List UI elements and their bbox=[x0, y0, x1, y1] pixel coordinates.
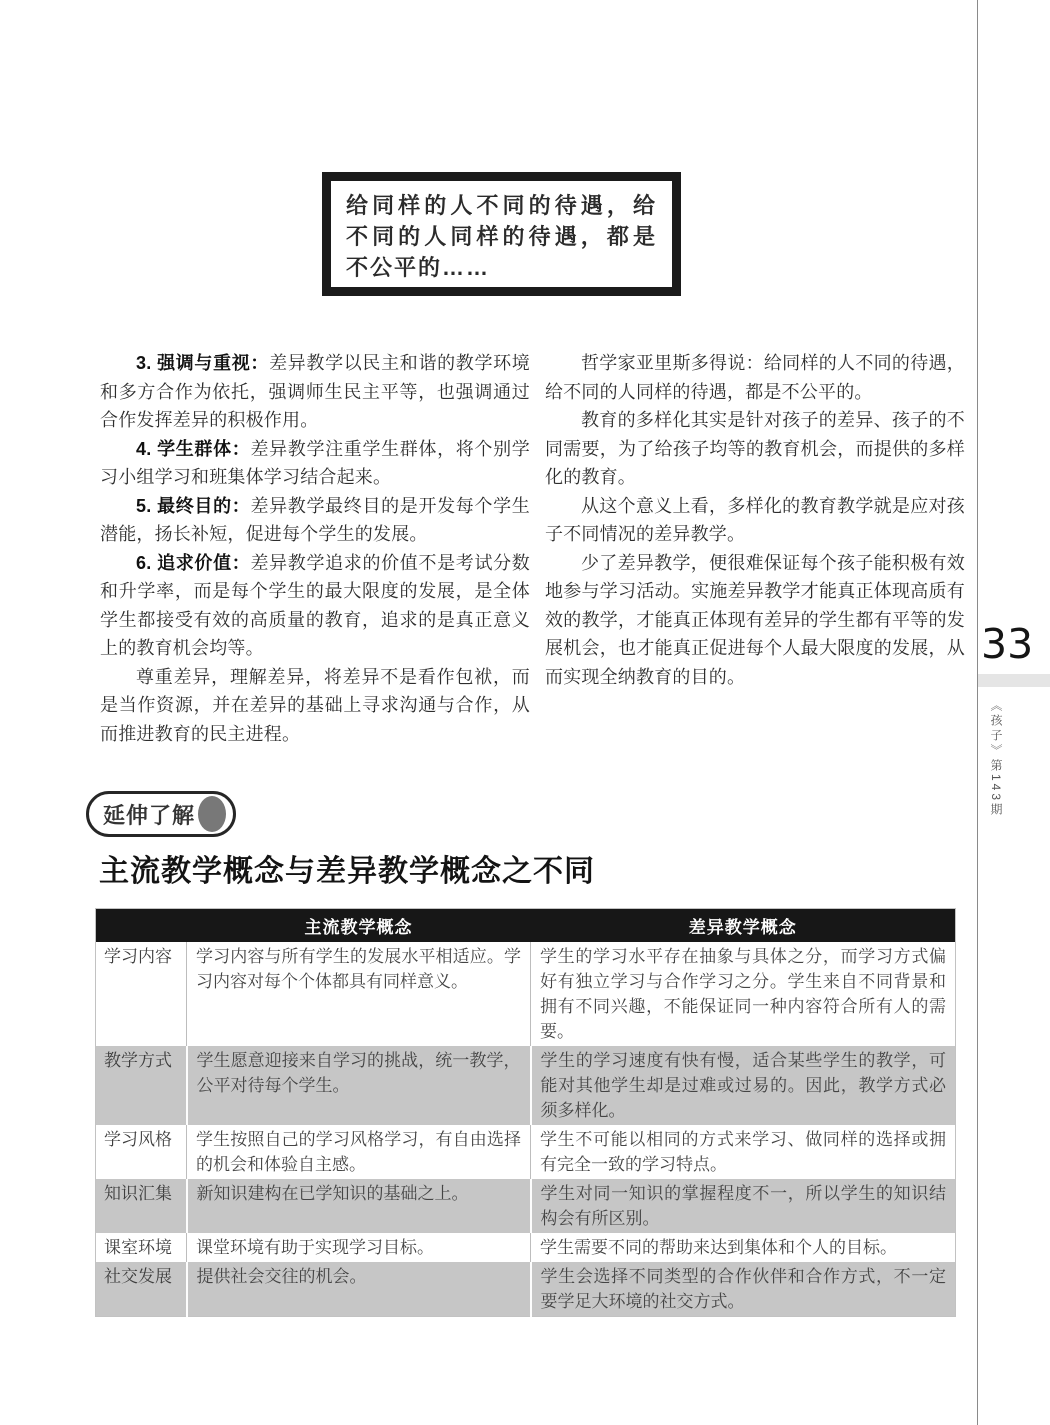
paragraph-body: 教育的多样化其实是针对孩子的差异、孩子的不同需要，为了给孩子均等的教育机会，而提供的多样化的教育。 bbox=[545, 410, 965, 487]
paragraph bbox=[545, 349, 965, 406]
row-label-cell: 社交发展 bbox=[104, 1267, 172, 1286]
article-right-column bbox=[545, 349, 965, 691]
paragraph bbox=[545, 492, 965, 549]
quote-box bbox=[322, 172, 681, 296]
paragraph-body: 哲学家亚里斯多得说：给同样的人不同的待遇，给不同的人同样的待遇，都是不公平的。 bbox=[545, 353, 965, 402]
paragraph bbox=[100, 549, 530, 663]
paragraph bbox=[100, 663, 530, 749]
paragraph-body: 少了差异教学，便很难保证每个孩子能积极有效地参与学习活动。实施差异教学才能真正体现高质有效的教学，才能真正体现有差异的学生都有平等的发展机会，也才能真正促进每个人最大限度的发展，从而实现全纳教育的目的。 bbox=[545, 552, 965, 687]
table-row bbox=[96, 1125, 956, 1179]
differentiated-cell: 学生的学习速度有快有慢，适合某些学生的教学，可能对其他学生却是过难或过易的。因此，教学方式必须多样化。 bbox=[531, 1046, 956, 1125]
row-label-cell: 学习风格 bbox=[104, 1130, 172, 1149]
journal-spine-text: 《孩子》第143期 bbox=[989, 699, 1003, 819]
row-label-cell: 课室环境 bbox=[104, 1238, 172, 1257]
column-header-differentiated: 差异教学概念 bbox=[531, 909, 956, 943]
comparison-table bbox=[95, 908, 956, 1317]
table-header-row bbox=[96, 909, 956, 943]
paragraph-body: 差异教学最终目的是开发每个学生潜能，扬长补短，促进每个学生的发展。 bbox=[100, 495, 530, 544]
table-row bbox=[96, 1179, 956, 1233]
paragraph-lead: 6. 追求价值： bbox=[136, 552, 251, 573]
page-number: 33 bbox=[981, 620, 1034, 668]
row-label-cell: 知识汇集 bbox=[104, 1184, 172, 1203]
column-header-mainstream: 主流教学概念 bbox=[187, 909, 531, 943]
differentiated-cell: 学生的学习水平存在抽象与具体之分，而学习方式偏好有独立学习与合作学习之分。学生来自不同背景和拥有不同兴趣，不能保证同一种内容符合所有人的需要。 bbox=[531, 942, 956, 1046]
table-row bbox=[96, 1233, 956, 1262]
paragraph-lead: 4. 学生群体： bbox=[136, 438, 251, 459]
mainstream-cell: 提供社会交往的机会。 bbox=[187, 1262, 531, 1317]
sidebar-rule bbox=[977, 0, 978, 1425]
paragraph bbox=[100, 435, 530, 492]
differentiated-cell: 学生会选择不同类型的合作伙伴和合作方式，不一定要学足大环境的社交方式。 bbox=[531, 1262, 956, 1317]
row-label-cell: 学习内容 bbox=[104, 947, 172, 966]
paragraph-body: 尊重差异，理解差异，将差异不是看作包袱，而是当作资源，并在差异的基础上寻求沟通与合作，从而推进教育的民主进程。 bbox=[100, 666, 530, 744]
paragraph-body: 差异教学注重学生群体，将个别学习小组学习和班集体学习结合起来。 bbox=[100, 438, 530, 487]
badge-ellipse-icon bbox=[198, 796, 226, 832]
paragraph-body: 差异教学追求的价值不是考试分数和升学率，而是每个学生的最大限度的发展，是全体学生都接受有效的高质量的教育，追求的是真正意义上的教育机会均等。 bbox=[100, 552, 530, 658]
quote-text: 给同样的人不同的待遇，给不同的人同样的待遇，都是不公平的…… bbox=[346, 193, 657, 280]
table-row bbox=[96, 1046, 956, 1125]
table-row bbox=[96, 1262, 956, 1317]
differentiated-cell: 学生需要不同的帮助来达到集体和个人的目标。 bbox=[531, 1233, 956, 1262]
mainstream-cell: 学生愿意迎接来自学习的挑战，统一教学，公平对待每个学生。 bbox=[187, 1046, 531, 1125]
paragraph-body: 从这个意义上看，多样化的教育教学就是应对孩子不同情况的差异教学。 bbox=[545, 495, 965, 544]
table-body bbox=[96, 942, 956, 1317]
row-label-cell: 教学方式 bbox=[104, 1051, 172, 1070]
mainstream-cell: 学习内容与所有学生的发展水平相适应。学习内容对每个个体都具有同样意义。 bbox=[187, 942, 531, 1046]
paragraph bbox=[545, 549, 965, 692]
sidebar-gray-bar bbox=[978, 674, 1050, 687]
mainstream-cell: 新知识建构在已学知识的基础之上。 bbox=[187, 1179, 531, 1233]
paragraph-lead: 3. 强调与重视： bbox=[136, 353, 270, 373]
section-badge bbox=[86, 791, 236, 837]
section-heading: 主流教学概念与差异教学概念之不同 bbox=[99, 855, 595, 888]
article-left-column bbox=[100, 349, 530, 748]
column-header-blank bbox=[96, 909, 187, 943]
paragraph bbox=[100, 349, 530, 435]
paragraph-body: 差异教学以民主和谐的教学环境和多方合作为依托，强调师生民主平等，也强调通过合作发挥差异的积极作用。 bbox=[100, 353, 530, 430]
paragraph bbox=[100, 492, 530, 549]
badge-label: 延伸了解 bbox=[103, 802, 196, 828]
mainstream-cell: 课堂环境有助于实现学习目标。 bbox=[187, 1233, 531, 1262]
mainstream-cell: 学生按照自己的学习风格学习，有自由选择的机会和体验自主感。 bbox=[187, 1125, 531, 1179]
differentiated-cell: 学生不可能以相同的方式来学习、做同样的选择或拥有完全一致的学习特点。 bbox=[531, 1125, 956, 1179]
table-row bbox=[96, 942, 956, 1046]
differentiated-cell: 学生对同一知识的掌握程度不一，所以学生的知识结构会有所区别。 bbox=[531, 1179, 956, 1233]
paragraph-lead: 5. 最终目的： bbox=[136, 495, 251, 516]
paragraph bbox=[545, 406, 965, 492]
